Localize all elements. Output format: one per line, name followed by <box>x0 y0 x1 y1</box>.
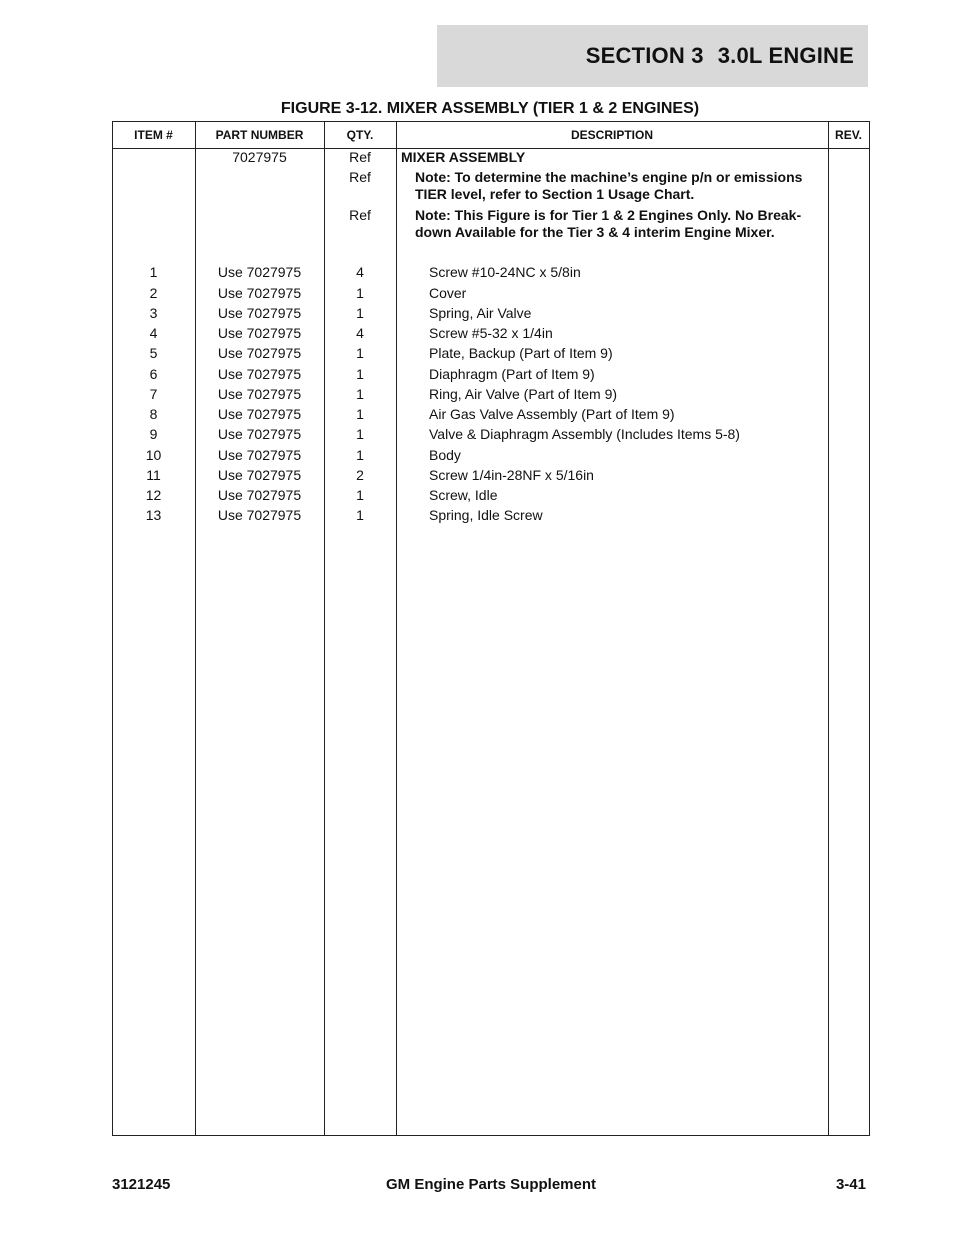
footer-doc-number: 3121245 <box>112 1176 171 1193</box>
qty: 1 <box>356 406 364 422</box>
part-number: Use 7027975 <box>217 447 302 463</box>
description: Diaphragm (Part of Item 9) <box>429 366 595 382</box>
description: Screw, Idle <box>429 487 498 503</box>
footer-page-number: 3-41 <box>835 1176 866 1193</box>
part-number: Use 7027975 <box>217 426 302 442</box>
part-number: Use 7027975 <box>217 264 302 280</box>
item-number: 10 <box>145 447 162 463</box>
description: Air Gas Valve Assembly (Part of Item 9) <box>429 406 675 422</box>
qty: 1 <box>356 507 364 523</box>
qty: Ref <box>349 149 371 165</box>
header-rev: REV. <box>835 127 862 142</box>
qty: 1 <box>356 345 364 361</box>
description: Plate, Backup (Part of Item 9) <box>429 345 613 361</box>
qty: 1 <box>356 386 364 402</box>
part-number: Use 7027975 <box>217 467 302 483</box>
description: Body <box>429 447 461 463</box>
item-number: 5 <box>149 345 158 361</box>
part-number: Use 7027975 <box>217 406 302 422</box>
qty: 1 <box>356 285 364 301</box>
description: Spring, Idle Screw <box>429 507 543 523</box>
item-number: 12 <box>145 487 162 503</box>
qty: 1 <box>356 426 364 442</box>
description: Ring, Air Valve (Part of Item 9) <box>429 386 618 402</box>
note-text: Note: This Figure is for Tier 1 & 2 Engines Only. No Break-down Available for the Tier 3 & 4 interim Engine Mixer. <box>415 207 802 240</box>
section-title: 3.0L ENGINE <box>717 43 854 68</box>
item-number: 6 <box>149 366 158 382</box>
item-number: 11 <box>146 467 161 483</box>
footer-doc-title: GM Engine Parts Supplement <box>385 1176 597 1193</box>
item-number: 4 <box>149 325 158 341</box>
header-item: ITEM # <box>134 127 173 142</box>
qty: 4 <box>356 264 364 280</box>
description: Screw #10-24NC x 5/8in <box>429 264 581 280</box>
qty: 2 <box>356 467 364 483</box>
qty: 1 <box>356 487 364 503</box>
item-number: 2 <box>149 285 158 301</box>
header-qty: QTY. <box>346 127 374 142</box>
header-description: DESCRIPTION <box>570 127 653 142</box>
description: Valve & Diaphragm Assembly (Includes Items 5-8) <box>429 426 740 442</box>
part-number: Use 7027975 <box>217 285 302 301</box>
part-number: Use 7027975 <box>217 345 302 361</box>
part-number: 7027975 <box>232 149 287 165</box>
item-number: 1 <box>149 264 158 280</box>
part-number: Use 7027975 <box>217 487 302 503</box>
header-part-number: PART NUMBER <box>215 127 304 142</box>
description: Spring, Air Valve <box>429 305 532 321</box>
description: Cover <box>429 285 467 301</box>
qty: 1 <box>356 447 364 463</box>
item-number: 8 <box>149 406 158 422</box>
part-number: Use 7027975 <box>217 325 302 341</box>
item-number: 7 <box>149 386 158 402</box>
item-number: 9 <box>149 426 158 442</box>
qty: Ref <box>349 207 371 223</box>
description: MIXER ASSEMBLY <box>401 149 526 165</box>
section-banner <box>437 25 868 87</box>
figure-title: FIGURE 3-12. MIXER ASSEMBLY (TIER 1 & 2 ENGINES) <box>280 100 700 117</box>
qty: Ref <box>349 169 371 185</box>
section-label: SECTION 3 <box>585 43 704 68</box>
description: Screw #5-32 x 1/4in <box>429 325 553 341</box>
item-number: 3 <box>149 305 158 321</box>
qty: 1 <box>356 366 364 382</box>
column-divider <box>396 121 397 1136</box>
qty: 1 <box>356 305 364 321</box>
note-text: Note: To determine the machine’s engine p/n or emissions TIER level, refer to Section 1 Usage Chart. <box>415 169 803 202</box>
part-number: Use 7027975 <box>217 507 302 523</box>
qty: 4 <box>356 325 364 341</box>
part-number: Use 7027975 <box>217 305 302 321</box>
item-number: 13 <box>145 507 162 523</box>
part-number: Use 7027975 <box>217 366 302 382</box>
part-number: Use 7027975 <box>217 386 302 402</box>
description: Screw 1/4in-28NF x 5/16in <box>429 467 594 483</box>
